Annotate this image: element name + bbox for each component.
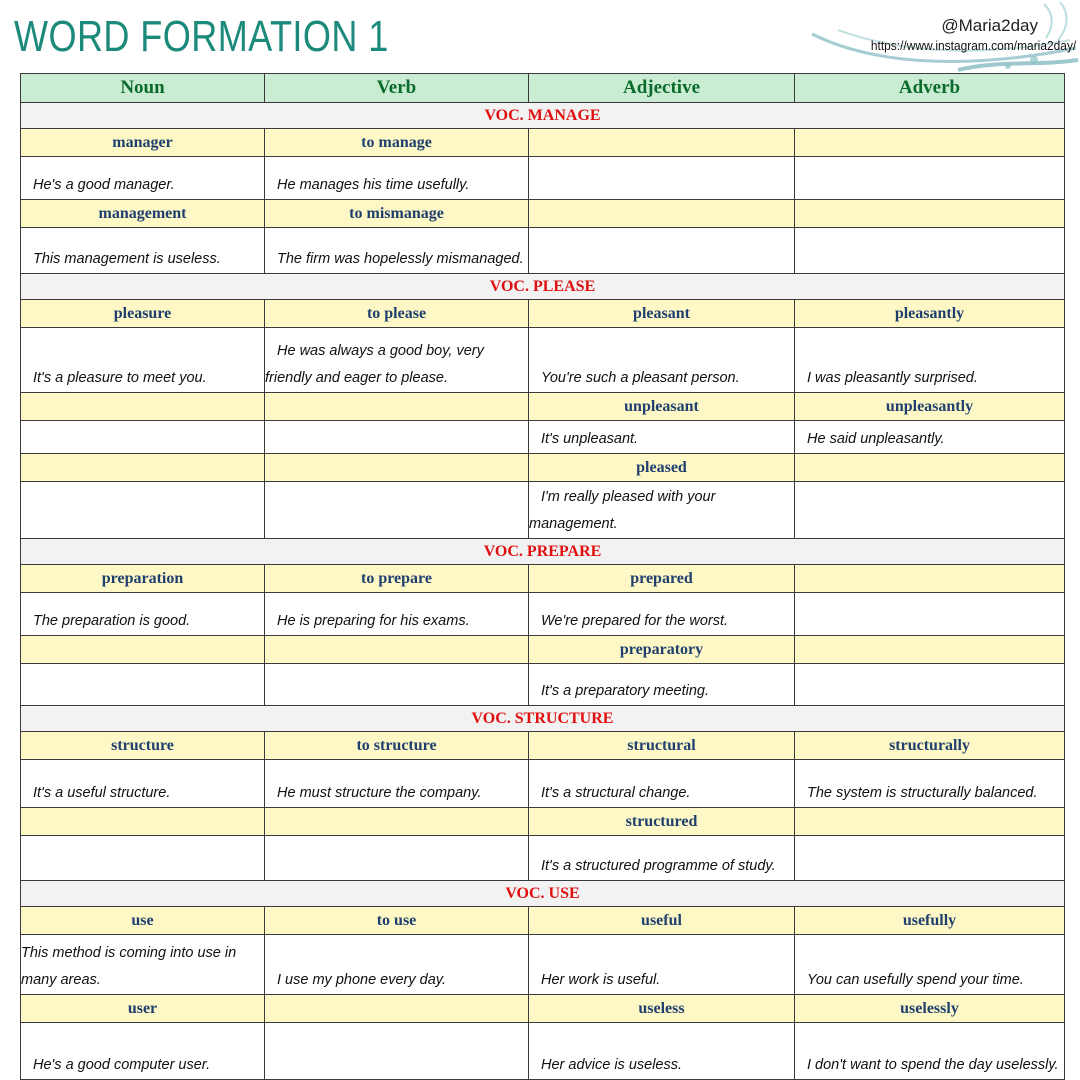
example-cell: It's a useful structure.: [21, 760, 265, 808]
word-cell: pleasant: [529, 300, 795, 328]
example-cell: I'm really pleased with your management.: [529, 482, 795, 539]
word-cell: user: [21, 995, 265, 1023]
word-cell: [21, 393, 265, 421]
word-cell: [529, 129, 795, 157]
word-row: [21, 300, 1065, 328]
word-cell: [265, 454, 529, 482]
example-row: [21, 1023, 1065, 1080]
section-row: [21, 103, 1065, 129]
section-label: VOC. PLEASE: [21, 274, 1065, 300]
word-cell: pleased: [529, 454, 795, 482]
word-cell: [795, 636, 1065, 664]
word-cell: to please: [265, 300, 529, 328]
example-cell: [265, 421, 529, 454]
word-row: [21, 995, 1065, 1023]
word-cell: [529, 200, 795, 228]
example-cell: Her work is useful.: [529, 935, 795, 995]
word-cell: [21, 454, 265, 482]
example-cell: You're such a pleasant person.: [529, 328, 795, 393]
example-row: [21, 664, 1065, 706]
example-cell: We're prepared for the worst.: [529, 593, 795, 636]
word-cell: unpleasantly: [795, 393, 1065, 421]
example-cell: [265, 1023, 529, 1080]
word-row: [21, 454, 1065, 482]
word-cell: prepared: [529, 565, 795, 593]
example-cell: It's a structured programme of study.: [529, 836, 795, 881]
word-row: [21, 907, 1065, 935]
word-cell: [795, 565, 1065, 593]
example-cell: He is preparing for his exams.: [265, 593, 529, 636]
word-cell: management: [21, 200, 265, 228]
word-cell: [265, 393, 529, 421]
word-cell: structured: [529, 808, 795, 836]
word-cell: structure: [21, 732, 265, 760]
example-cell: [529, 228, 795, 274]
word-cell: pleasure: [21, 300, 265, 328]
word-row: [21, 129, 1065, 157]
word-cell: preparatory: [529, 636, 795, 664]
example-cell: [795, 664, 1065, 706]
instagram-handle: @Maria2day: [941, 16, 1038, 35]
word-cell: [21, 808, 265, 836]
word-cell: [795, 129, 1065, 157]
example-cell: The preparation is good.: [21, 593, 265, 636]
word-cell: manager: [21, 129, 265, 157]
example-cell: He was always a good boy, very friendly and eager to please.: [265, 328, 529, 393]
word-cell: [21, 636, 265, 664]
example-cell: This management is useless.: [21, 228, 265, 274]
example-cell: He said unpleasantly.: [795, 421, 1065, 454]
example-cell: He must structure the company.: [265, 760, 529, 808]
example-row: [21, 836, 1065, 881]
example-cell: He's a good computer user.: [21, 1023, 265, 1080]
example-cell: [21, 421, 265, 454]
word-cell: structurally: [795, 732, 1065, 760]
example-row: [21, 935, 1065, 995]
example-cell: The firm was hopelessly mismanaged.: [265, 228, 529, 274]
example-row: [21, 157, 1065, 200]
word-row: [21, 808, 1065, 836]
example-cell: This method is coming into use in many areas.: [21, 935, 265, 995]
example-cell: It's a pleasure to meet you.: [21, 328, 265, 393]
instagram-url: https://www.instagram.com/maria2day/: [870, 38, 1076, 53]
word-cell: to structure: [265, 732, 529, 760]
page-title: WORD FORMATION 1: [14, 12, 389, 61]
example-cell: [265, 836, 529, 881]
example-row: [21, 228, 1065, 274]
example-cell: The system is structurally balanced.: [795, 760, 1065, 808]
word-cell: structural: [529, 732, 795, 760]
example-cell: I don't want to spend the day uselessly.: [795, 1023, 1065, 1080]
section-label: VOC. STRUCTURE: [21, 706, 1065, 732]
word-cell: [795, 808, 1065, 836]
section-row: [21, 539, 1065, 565]
example-cell: [795, 836, 1065, 881]
example-cell: [21, 664, 265, 706]
example-cell: [265, 664, 529, 706]
example-row: [21, 593, 1065, 636]
word-row: [21, 393, 1065, 421]
column-header: Verb: [265, 74, 529, 103]
word-cell: to prepare: [265, 565, 529, 593]
word-row: [21, 200, 1065, 228]
example-cell: [795, 228, 1065, 274]
example-cell: You can usefully spend your time.: [795, 935, 1065, 995]
example-cell: [529, 157, 795, 200]
word-cell: [265, 808, 529, 836]
word-cell: unpleasant: [529, 393, 795, 421]
column-header: Noun: [21, 74, 265, 103]
example-cell: I use my phone every day.: [265, 935, 529, 995]
example-cell: [795, 482, 1065, 539]
word-cell: [795, 200, 1065, 228]
example-cell: Her advice is useless.: [529, 1023, 795, 1080]
word-row: [21, 732, 1065, 760]
word-cell: use: [21, 907, 265, 935]
section-row: [21, 274, 1065, 300]
word-cell: to manage: [265, 129, 529, 157]
example-cell: [795, 157, 1065, 200]
word-cell: useless: [529, 995, 795, 1023]
example-cell: [795, 593, 1065, 636]
word-cell: uselessly: [795, 995, 1065, 1023]
column-header: Adjective: [529, 74, 795, 103]
word-cell: preparation: [21, 565, 265, 593]
example-cell: [21, 482, 265, 539]
column-header: Adverb: [795, 74, 1065, 103]
word-row: [21, 636, 1065, 664]
word-cell: pleasantly: [795, 300, 1065, 328]
word-cell: [795, 454, 1065, 482]
section-row: [21, 706, 1065, 732]
word-row: [21, 565, 1065, 593]
example-cell: He's a good manager.: [21, 157, 265, 200]
example-cell: It's unpleasant.: [529, 421, 795, 454]
example-cell: I was pleasantly surprised.: [795, 328, 1065, 393]
section-label: VOC. MANAGE: [21, 103, 1065, 129]
word-cell: useful: [529, 907, 795, 935]
example-cell: He manages his time usefully.: [265, 157, 529, 200]
example-row: [21, 328, 1065, 393]
section-row: [21, 881, 1065, 907]
example-cell: [21, 836, 265, 881]
example-cell: [265, 482, 529, 539]
word-cell: [265, 636, 529, 664]
example-row: [21, 482, 1065, 539]
word-cell: usefully: [795, 907, 1065, 935]
example-row: [21, 760, 1065, 808]
example-cell: It's a preparatory meeting.: [529, 664, 795, 706]
example-row: [21, 421, 1065, 454]
word-cell: [265, 995, 529, 1023]
header-row: [21, 74, 1065, 103]
word-cell: to use: [265, 907, 529, 935]
word-formation-table: [20, 73, 1065, 1080]
example-cell: It's a structural change.: [529, 760, 795, 808]
word-cell: to mismanage: [265, 200, 529, 228]
section-label: VOC. PREPARE: [21, 539, 1065, 565]
section-label: VOC. USE: [21, 881, 1065, 907]
